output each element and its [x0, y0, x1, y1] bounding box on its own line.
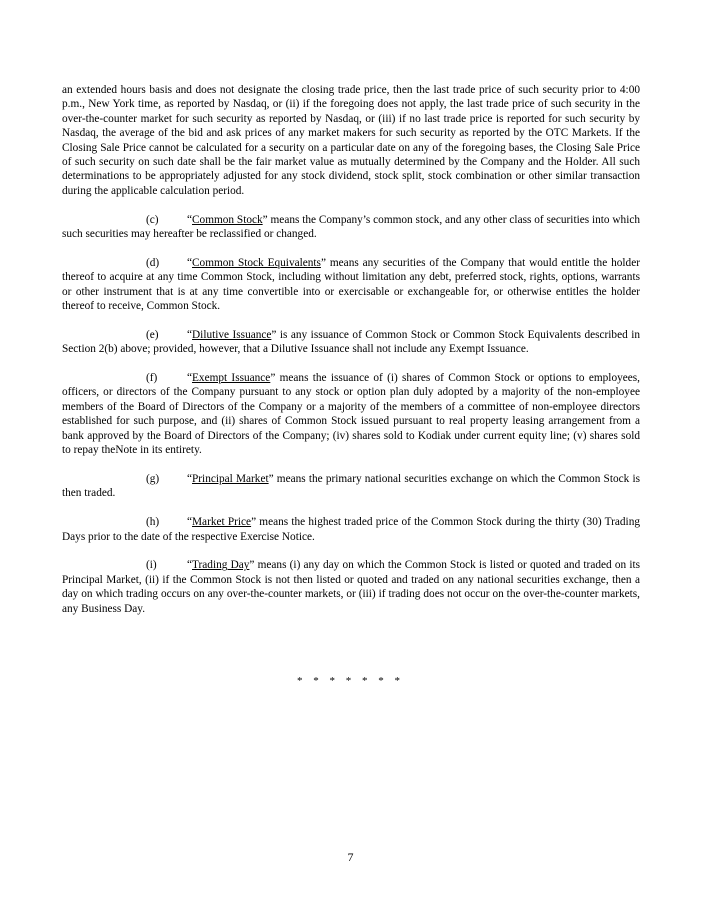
definition-label: (h) [146, 516, 160, 529]
defined-term: Exempt Issuance [192, 372, 271, 385]
definition-label: (e) [146, 328, 159, 341]
definition-text: means the Company’s common stock, and any other class of securities into which such securities may hereafter be reclassified or changed. [62, 213, 640, 241]
definition-text: means the highest traded price of the Common Stock during the thirty (30) Trading Days prior to the date of the respective Exercise Notice. [62, 516, 640, 543]
document-body [62, 83, 640, 630]
definition-text: means the issuance of (i) shares of Common Stock or options to employees, officers, or directors of the Company pursuant to any stock or option plan duly adopted by a majority of the non-employee members of the Board of Directors of the Company or a majority of the members of a committee of non-employee directors established for such purpose, and (ii) shares of Common Stock issued pursuant to real property leasing arrangement from a bank approved by the Board of Directors of the Company; (iv) shares sold to Kodiak under current equity line; (v) shares sold to repay theNote in its entirety. [62, 372, 640, 457]
definition-label: (g) [146, 472, 160, 485]
defined-term: Dilutive Issuance [192, 328, 272, 341]
defined-term: Common Stock Equivalents [192, 256, 321, 269]
defined-term: Market Price [192, 516, 252, 529]
defined-term: Principal Market [192, 472, 269, 485]
defined-term: Trading Day [192, 559, 250, 572]
definition-c: (c) “Common Stock” means the Company’s common stock, and any other class of securities into which such securities may hereafter be reclassified or changed. [62, 213, 640, 241]
definition-label: (c) [146, 213, 159, 226]
definition-f: (f) “Exempt Issuance” means the issuance of (i) shares of Common Stock or options to employees, officers, or directors of the Company pursuant to any stock or option plan duly adopted by a majority of the non-employee members of the Board of Directors of the Company or a majority of the members of a committee of non-employee directors established for such purpose, and (ii) shares of Common Stock issued pursuant to real property leasing arrangement from a bank approved by the Board of Directors of the Company; (iv) shares sold to Kodiak under current equity line; (v) shares sold to repay theNote in its entirety. [62, 372, 640, 457]
definition-g: (g) “Principal Market” means the primary national securities exchange on which the Common Stock is then traded. [62, 472, 640, 500]
defined-term: Common Stock [192, 213, 263, 226]
definition-label: (d) [146, 256, 160, 269]
definition-h: (h) “Market Price” means the highest traded price of the Common Stock during the thirty (30) Trading Days prior to the date of the respective Exercise Notice. [62, 516, 640, 543]
definition-e: (e) “Dilutive Issuance” is any issuance of Common Stock or Common Stock Equivalents described in Section 2(b) above; provided, however, that a Dilutive Issuance shall not include any Exempt Issuance. [62, 328, 640, 356]
intro-paragraph: an extended hours basis and does not designate the closing trade price, then the last trade price of such security prior to 4:00 p.m., New York time, as reported by Nasdaq, or (ii) if the foregoing does not apply, the last trade price of such security in the over-the-counter market for such security as reported by Nasdaq, or (iii) if no last trade price is reported for such security by Nasdaq, the average of the bid and ask prices of any market makers for such security as reported by the OTC Markets. If the Closing Sale Price cannot be calculated for a security on a particular date on any of the foregoing bases, the Closing Sale Price of such security on such date shall be the fair market value as mutually determined by the Company and the Holder. All such determinations to be appropriately adjusted for any stock dividend, stock split, stock combination or other similar transaction during the applicable calculation period. [62, 84, 640, 197]
page-number: 7 [347, 850, 354, 864]
definition-i: (i) “Trading Day” means (i) any day on which the Common Stock is listed or quoted and traded on its Principal Market, (ii) if the Common Stock is not then listed or quoted and traded on any national securities exchange, then a day on which trading occurs on any over-the-counter markets, or (iii) if trading does not occur on the over-the-counter markets, any Business Day. [62, 559, 641, 615]
definition-label: (f) [146, 372, 158, 385]
definition-label: (i) [146, 559, 157, 572]
definition-text: means (i) any day on which the Common Stock is listed or quoted and traded on its Principal Market, (ii) if the Common Stock is not then listed or quoted and traded on any national securities exchange, then a day on which trading occurs on any over-the-counter markets, or (iii) if trading does not occur on the over-the-counter markets, any Business Day. [62, 559, 641, 615]
definition-text: is any issuance of Common Stock or Common Stock Equivalents described in Section 2(b) above; provided, however, that a Dilutive Issuance shall not include any Exempt Issuance. [62, 328, 640, 356]
definition-d: (d) “Common Stock Equivalents” means any securities of the Company that would entitle the holder thereof to acquire at any time Common Stock, including without limitation any debt, preferred stock, rights, options, warrants or other instrument that is at any time convertible into or exercisable or exchangeable for, or otherwise entitles the holder thereof to receive, Common Stock. [62, 256, 640, 313]
section-separator: * * * * * * * [297, 675, 404, 687]
definition-text: means the primary national securities exchange on which the Common Stock is then traded. [62, 472, 640, 500]
definition-text: means any securities of the Company that would entitle the holder thereof to acquire at any time Common Stock, including without limitation any debt, preferred stock, rights, options, warrants or other instrument that is at any time convertible into or exercisable or exchangeable for, or otherwise entitles the holder thereof to receive, Common Stock. [62, 256, 640, 313]
